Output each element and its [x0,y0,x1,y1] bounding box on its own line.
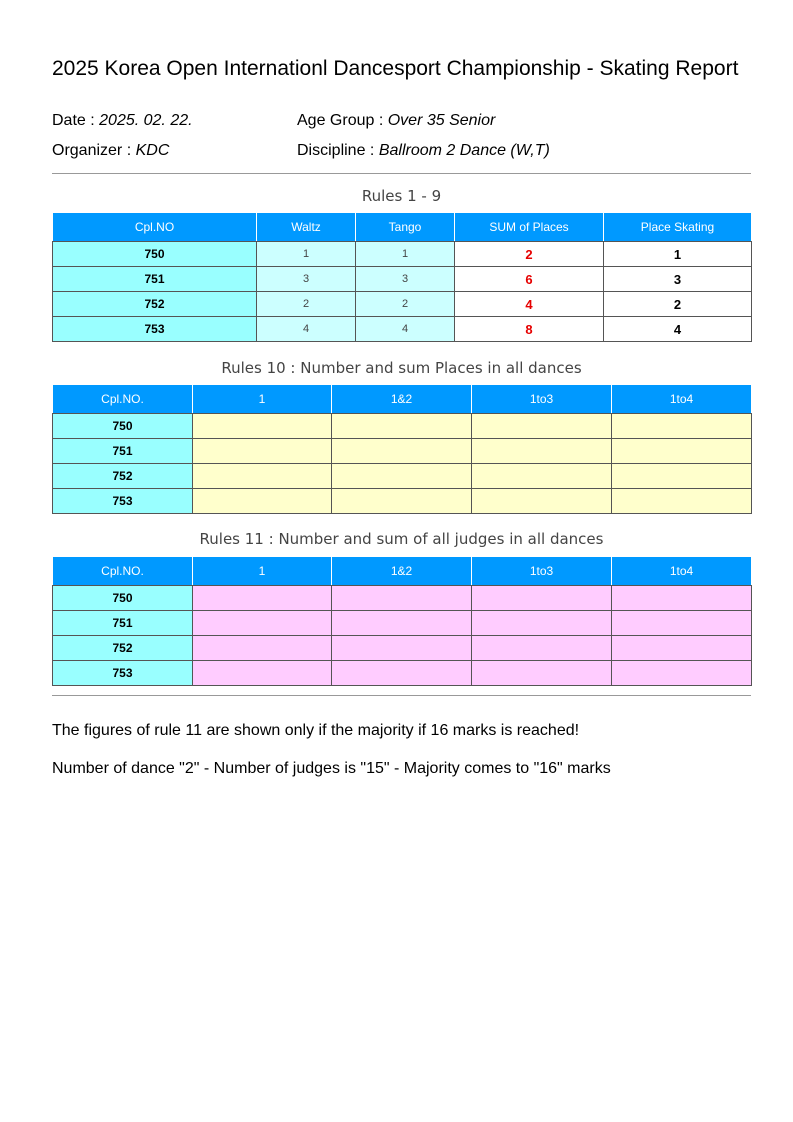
couple-number: 752 [53,464,193,489]
tango-place: 3 [356,267,455,292]
column-header: Tango [356,213,455,242]
couple-number: 752 [53,292,257,317]
column-header: Place Skating [604,213,752,242]
date-label: Date : [52,112,100,129]
empty-cell [612,414,752,439]
empty-cell [332,586,472,611]
couple-number: 753 [53,317,257,342]
rule-10-caption: Rules 10 : Number and sum Places in all dances [221,359,582,377]
footer-divider [52,695,751,696]
header-divider [52,173,751,174]
empty-cell [193,464,332,489]
table-row [53,586,752,611]
empty-cell [472,636,612,661]
empty-cell [472,586,612,611]
table-row [53,464,752,489]
empty-cell [612,661,752,686]
empty-cell [193,636,332,661]
empty-cell [472,611,612,636]
table-row [53,661,752,686]
column-header: 1to3 [472,385,612,414]
couple-number: 751 [53,267,257,292]
empty-cell [472,661,612,686]
rules-1-9-caption: Rules 1 - 9 [361,187,442,205]
organizer-value: KDC [135,142,170,159]
date-value: 2025. 02. 22. [99,112,193,129]
empty-cell [193,414,332,439]
empty-cell [193,489,332,514]
waltz-place: 1 [257,242,356,267]
rule-10-table [52,384,752,514]
empty-cell [332,464,472,489]
table-header-row [53,213,752,242]
place-skating: 2 [604,292,752,317]
waltz-place: 3 [257,267,356,292]
discipline-label: Discipline : [297,142,379,159]
table-row [53,439,752,464]
place-skating: 4 [604,317,752,342]
empty-cell [332,661,472,686]
couple-number: 750 [53,242,257,267]
sum-of-places: 4 [455,292,604,317]
organizer-field [52,141,169,161]
empty-cell [472,414,612,439]
empty-cell [193,661,332,686]
empty-cell [472,489,612,514]
table-header-row [53,557,752,586]
column-header: Cpl.NO [53,213,257,242]
age-group-label: Age Group : [297,112,388,129]
summary-note: Number of dance "2" - Number of judges is "15" - Majority comes to "16" marks [52,760,611,777]
discipline-field [297,141,550,161]
age-group-value: Over 35 Senior [387,112,496,129]
column-header: 1&2 [332,385,472,414]
column-header: Waltz [257,213,356,242]
waltz-place: 4 [257,317,356,342]
empty-cell [332,636,472,661]
couple-number: 751 [53,439,193,464]
majority-note: The figures of rule 11 are shown only if the majority if 16 marks is reached! [52,722,580,739]
tango-place: 2 [356,292,455,317]
rule-11-caption: Rules 11 : Number and sum of all judges in all dances [199,530,604,548]
empty-cell [612,489,752,514]
couple-number: 753 [53,661,193,686]
column-header: SUM of Places [455,213,604,242]
tango-place: 4 [356,317,455,342]
column-header: 1to4 [612,385,752,414]
empty-cell [472,439,612,464]
rule-11-table [52,556,752,686]
discipline-value: Ballroom 2 Dance (W,T) [378,142,550,159]
empty-cell [612,586,752,611]
organizer-label: Organizer : [52,142,136,159]
sum-of-places: 2 [455,242,604,267]
column-header: 1 [193,557,332,586]
table-row [53,414,752,439]
place-skating: 1 [604,242,752,267]
table-row [53,489,752,514]
empty-cell [193,439,332,464]
empty-cell [332,414,472,439]
couple-number: 750 [53,586,193,611]
column-header: Cpl.NO. [53,557,193,586]
table-row [53,317,752,342]
empty-cell [193,586,332,611]
couple-number: 750 [53,414,193,439]
empty-cell [332,439,472,464]
column-header: 1&2 [332,557,472,586]
table-row [53,242,752,267]
tango-place: 1 [356,242,455,267]
table-row [53,267,752,292]
empty-cell [612,464,752,489]
date-field [52,111,193,131]
empty-cell [472,464,612,489]
empty-cell [332,489,472,514]
table-row [53,292,752,317]
couple-number: 751 [53,611,193,636]
report-title: 2025 Korea Open Internationl Dancesport Championship - Skating Report [52,57,739,80]
column-header: 1to4 [612,557,752,586]
couple-number: 752 [53,636,193,661]
table-header-row [53,385,752,414]
column-header: Cpl.NO. [53,385,193,414]
couple-number: 753 [53,489,193,514]
column-header: 1to3 [472,557,612,586]
empty-cell [612,439,752,464]
column-header: 1 [193,385,332,414]
sum-of-places: 8 [455,317,604,342]
empty-cell [332,611,472,636]
empty-cell [193,611,332,636]
table-row [53,611,752,636]
empty-cell [612,611,752,636]
sum-of-places: 6 [455,267,604,292]
empty-cell [612,636,752,661]
age-group-field [297,111,495,131]
waltz-place: 2 [257,292,356,317]
rules-1-9-table [52,212,752,342]
table-row [53,636,752,661]
place-skating: 3 [604,267,752,292]
